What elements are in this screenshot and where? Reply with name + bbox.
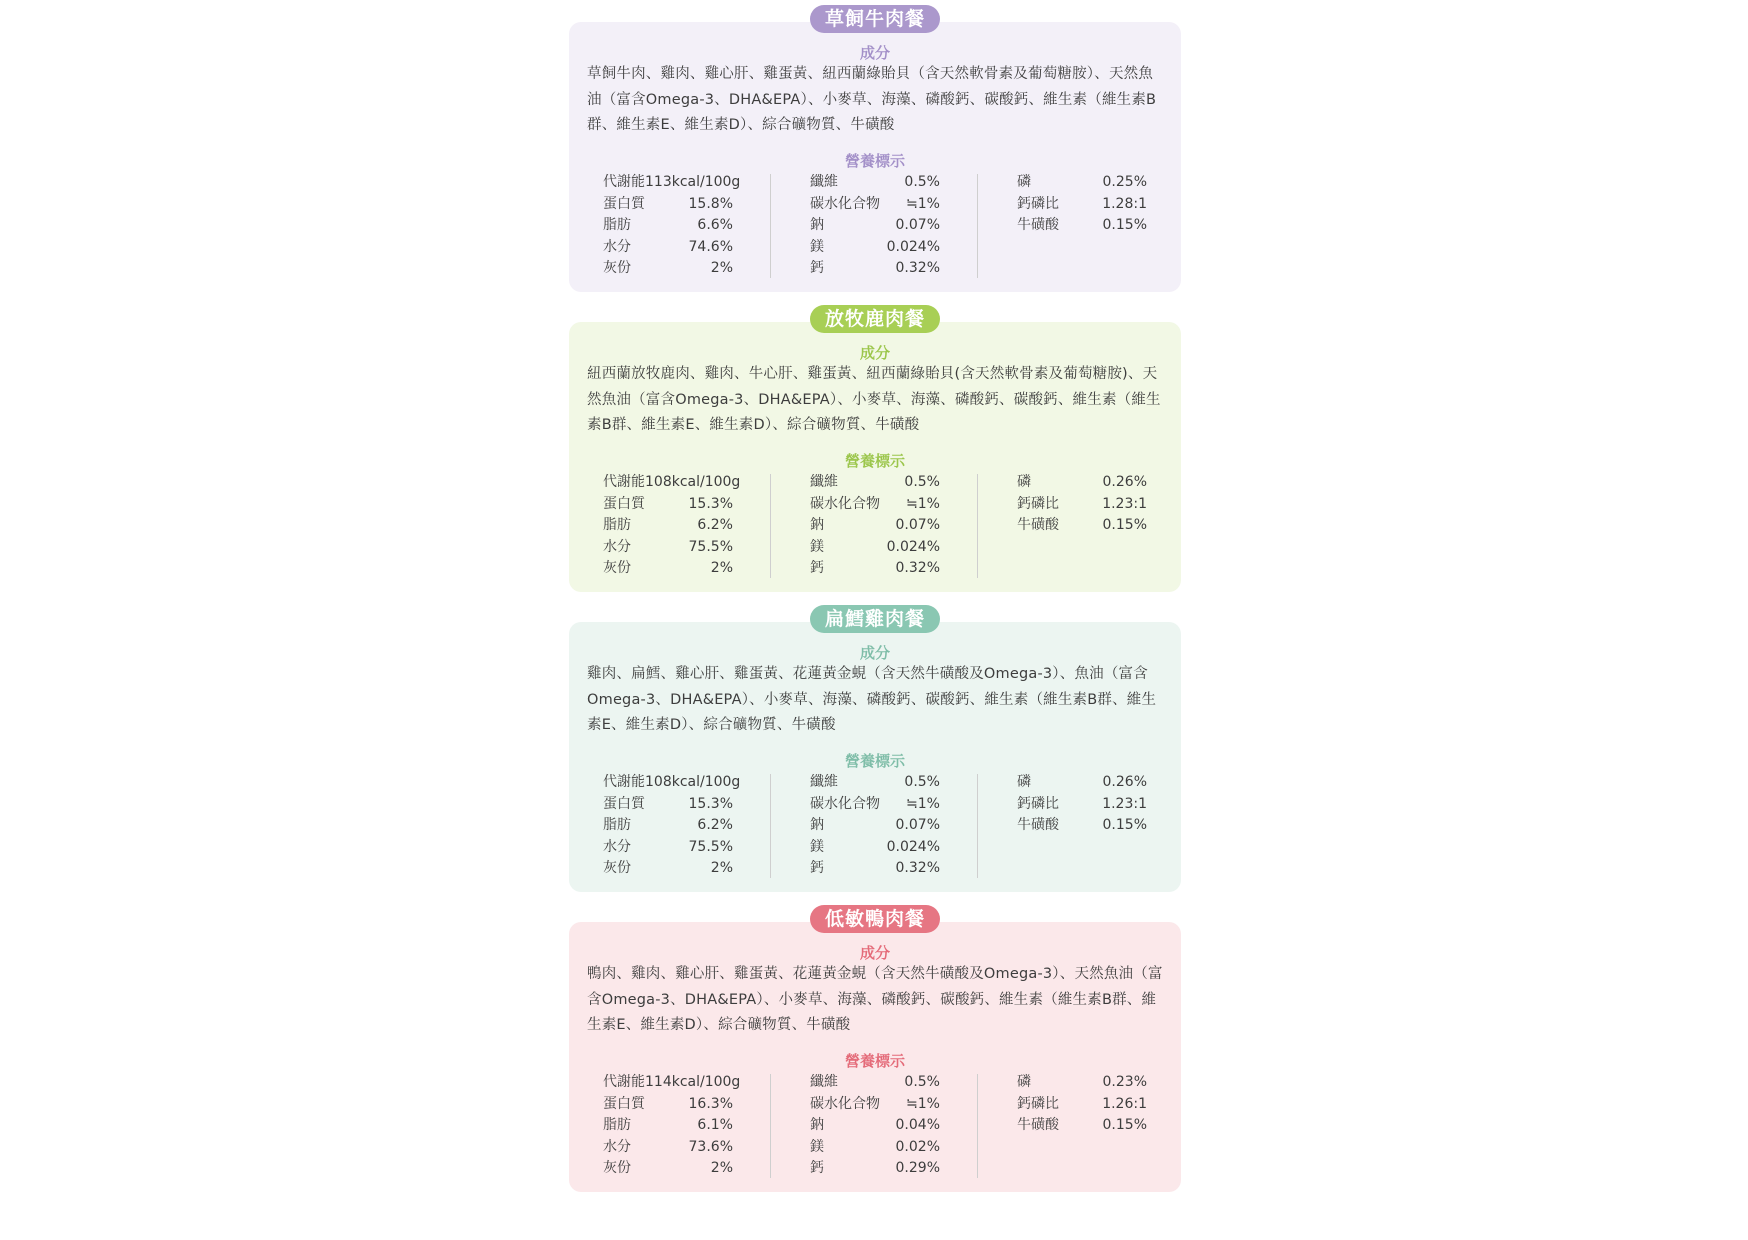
- nutrient-value: 0.024%: [886, 838, 940, 855]
- nutrient-value: 15.8%: [688, 195, 733, 212]
- nutrient-value: 2%: [710, 560, 733, 577]
- nutrition-row: [1017, 815, 1147, 837]
- nutrition-row: [810, 194, 940, 216]
- ingredients-title: 成分: [859, 644, 890, 662]
- nutrition-row: [810, 858, 940, 880]
- nutrition-row: [810, 772, 940, 794]
- nutrition-row: [1017, 515, 1147, 537]
- nutrition-row: [810, 172, 940, 194]
- column-divider: [977, 174, 978, 278]
- nutrient-value: 73.6%: [688, 1138, 733, 1155]
- nutrient-name: 牛磺酸: [1017, 517, 1059, 534]
- nutrient-value: 0.07%: [895, 817, 940, 834]
- ingredients-text: 鴨肉、雞肉、雞心肝、雞蛋黃、花蓮黃金蜆（含天然牛磺酸及Omega-3）、天然魚油（富含Omega-3、DHA&EPA）、小麥草、海藻、磷酸鈣、碳酸鈣、維生素（維生素B群、維生素E、維生素D）、綜合礦物質、牛磺酸: [587, 966, 1163, 1033]
- nutrient-name: 水分: [603, 238, 631, 255]
- nutrient-name: 纖維: [810, 474, 838, 490]
- nutrition-table: [569, 772, 1181, 882]
- nutrition-row: [603, 258, 733, 280]
- nutrient-value: 75.5%: [688, 838, 733, 855]
- nutrient-value: 0.07%: [895, 517, 940, 534]
- nutrient-name: 水分: [603, 538, 631, 555]
- nutrition-row: [603, 494, 733, 516]
- nutrition-col-2: [810, 172, 940, 280]
- nutrition-row: [603, 215, 733, 237]
- nutrient-name: 磷: [1017, 174, 1031, 190]
- nutrition-row: [603, 558, 733, 580]
- nutrient-name: 脂肪: [603, 1117, 631, 1134]
- product-card-beef: [569, 22, 1181, 292]
- nutrient-name: 鈣: [810, 860, 824, 877]
- ingredients-title: 成分: [859, 944, 890, 962]
- nutrient-name: 牛磺酸: [1017, 817, 1059, 834]
- nutrient-name: 鎂: [810, 538, 824, 555]
- nutrient-value: 0.024%: [886, 238, 940, 255]
- nutrition-row: [810, 815, 940, 837]
- nutrition-row: [810, 1072, 940, 1094]
- nutrient-value: 6.6%: [697, 217, 733, 234]
- nutrition-row: [1017, 472, 1147, 494]
- nutrition-row: [810, 494, 940, 516]
- nutrient-value: 0.024%: [886, 538, 940, 555]
- column-divider: [977, 474, 978, 578]
- nutrient-value: 6.2%: [697, 517, 733, 534]
- nutrient-value: 0.5%: [904, 774, 940, 790]
- nutrition-table: [569, 472, 1181, 582]
- ingredients-text: 紐西蘭放牧鹿肉、雞肉、牛心肝、雞蛋黃、紐西蘭綠貽貝(含天然軟骨素及葡萄糖胺)、天然魚油（富含Omega-3、DHA&EPA）、小麥草、海藻、磷酸鈣、碳酸鈣、維生素（維生素B群、維生素E、維生素D）、綜合礦物質、牛磺酸: [587, 366, 1161, 433]
- nutrient-value: ≒1%: [906, 195, 940, 212]
- nutrient-name: 脂肪: [603, 217, 631, 234]
- nutrient-value: ≒1%: [906, 495, 940, 512]
- nutrition-row: [603, 537, 733, 559]
- nutrition-row: [603, 194, 733, 216]
- product-card-venison: [569, 322, 1181, 592]
- nutrient-value: 0.07%: [895, 217, 940, 234]
- ingredients-text: 雞肉、扁鱈、雞心肝、雞蛋黃、花蓮黃金蜆（含天然牛磺酸及Omega-3）、魚油（富含Omega-3、DHA&EPA）、小麥草、海藻、磷酸鈣、碳酸鈣、維生素（維生素B群、維生素E、維生素D）、綜合礦物質、牛磺酸: [587, 666, 1157, 733]
- nutrient-name: 代謝能108kcal/100g: [603, 474, 741, 490]
- nutrition-row: [810, 237, 940, 259]
- nutrient-value: 1.23:1: [1102, 495, 1147, 512]
- nutrition-col-2: [810, 1072, 940, 1180]
- nutrient-name: 代謝能113kcal/100g: [603, 174, 741, 190]
- nutrient-name: 灰份: [603, 560, 631, 577]
- nutrition-col-1: [603, 472, 741, 580]
- nutrient-name: 鈣磷比: [1017, 495, 1059, 512]
- nutrient-value: 0.32%: [895, 260, 940, 277]
- nutrition-row: [810, 1094, 940, 1116]
- nutrition-title: 營養標示: [844, 152, 905, 170]
- nutrition-row: [810, 794, 940, 816]
- nutrient-name: 蛋白質: [603, 495, 645, 512]
- nutrient-name: 鈣: [810, 260, 824, 277]
- nutrition-row: [810, 515, 940, 537]
- nutrition-col-1: [603, 172, 741, 280]
- nutrient-name: 代謝能108kcal/100g: [603, 774, 741, 790]
- nutrient-value: ≒1%: [906, 1095, 940, 1112]
- nutrient-value: 0.32%: [895, 860, 940, 877]
- nutrition-row: [810, 837, 940, 859]
- nutrient-name: 碳水化合物: [810, 195, 880, 212]
- column-divider: [770, 1074, 771, 1178]
- nutrient-name: 磷: [1017, 774, 1031, 790]
- nutrition-col-3: [1017, 172, 1147, 237]
- nutrient-value: 16.3%: [688, 1095, 733, 1112]
- nutrition-row: [1017, 1115, 1147, 1137]
- nutrient-name: 蛋白質: [603, 1095, 645, 1112]
- nutrient-name: 磷: [1017, 474, 1031, 490]
- nutrition-row: [603, 515, 733, 537]
- nutrient-name: 鎂: [810, 238, 824, 255]
- nutrition-row: [1017, 794, 1147, 816]
- nutrition-row: [603, 815, 733, 837]
- nutrient-name: 碳水化合物: [810, 1095, 880, 1112]
- product-name-pill: 草飼牛肉餐: [810, 5, 940, 33]
- nutrient-name: 牛磺酸: [1017, 1117, 1059, 1134]
- nutrient-value: 0.26%: [1102, 474, 1147, 490]
- nutrient-value: 15.3%: [688, 795, 733, 812]
- nutrient-name: 鈣磷比: [1017, 1095, 1059, 1112]
- nutrient-name: 纖維: [810, 1074, 838, 1090]
- nutrient-value: 1.28:1: [1102, 195, 1147, 212]
- nutrient-name: 鈣: [810, 1160, 824, 1177]
- nutrition-row: [603, 837, 733, 859]
- column-divider: [770, 474, 771, 578]
- nutrient-value: 6.1%: [697, 1117, 733, 1134]
- nutrient-name: 蛋白質: [603, 195, 645, 212]
- nutrition-row: [1017, 494, 1147, 516]
- nutrient-name: 纖維: [810, 774, 838, 790]
- nutrient-value: 1.23:1: [1102, 795, 1147, 812]
- column-divider: [977, 774, 978, 878]
- nutrient-name: 蛋白質: [603, 795, 645, 812]
- ingredients-title: 成分: [859, 44, 890, 62]
- nutrient-name: 灰份: [603, 1160, 631, 1177]
- ingredients-text: 草飼牛肉、雞肉、雞心肝、雞蛋黃、紐西蘭綠貽貝（含天然軟骨素及葡萄糖胺）、天然魚油（富含Omega-3、DHA&EPA）、小麥草、海藻、磷酸鈣、碳酸鈣、維生素（維生素B群、維生素E、維生素D）、綜合礦物質、牛磺酸: [587, 66, 1157, 133]
- nutrient-name: 鎂: [810, 838, 824, 855]
- nutrient-value: 0.15%: [1102, 1117, 1147, 1134]
- nutrient-value: ≒1%: [906, 795, 940, 812]
- nutrition-row: [603, 172, 741, 194]
- product-name-pill: 扁鱈雞肉餐: [810, 605, 940, 633]
- nutrient-name: 碳水化合物: [810, 795, 880, 812]
- nutrition-row: [1017, 194, 1147, 216]
- nutrition-col-1: [603, 772, 741, 880]
- nutrition-table: [569, 1072, 1181, 1182]
- nutrient-value: 0.15%: [1102, 817, 1147, 834]
- nutrient-value: 74.6%: [688, 238, 733, 255]
- nutrient-name: 水分: [603, 838, 631, 855]
- nutrient-name: 碳水化合物: [810, 495, 880, 512]
- nutrient-name: 鈉: [810, 817, 824, 834]
- nutrient-name: 鈉: [810, 1117, 824, 1134]
- nutrition-row: [810, 1158, 940, 1180]
- nutrition-row: [1017, 215, 1147, 237]
- nutrition-row: [603, 472, 741, 494]
- nutrient-value: 0.15%: [1102, 517, 1147, 534]
- nutrition-row: [603, 1158, 733, 1180]
- nutrition-row: [603, 1094, 733, 1116]
- nutrient-name: 灰份: [603, 860, 631, 877]
- nutrition-row: [1017, 172, 1147, 194]
- ingredients-title: 成分: [859, 344, 890, 362]
- nutrient-value: 0.5%: [904, 474, 940, 490]
- nutrient-value: 0.5%: [904, 1074, 940, 1090]
- nutrition-row: [810, 258, 940, 280]
- nutrient-name: 鈣磷比: [1017, 195, 1059, 212]
- nutrition-row: [1017, 772, 1147, 794]
- nutrient-name: 代謝能114kcal/100g: [603, 1074, 741, 1090]
- nutrient-value: 6.2%: [697, 817, 733, 834]
- nutrient-name: 牛磺酸: [1017, 217, 1059, 234]
- nutrient-name: 磷: [1017, 1074, 1031, 1090]
- nutrition-row: [603, 772, 741, 794]
- nutrition-row: [603, 1115, 733, 1137]
- nutrient-value: 0.15%: [1102, 217, 1147, 234]
- nutrition-row: [810, 472, 940, 494]
- nutrient-name: 鈉: [810, 517, 824, 534]
- column-divider: [770, 174, 771, 278]
- nutrition-row: [810, 1137, 940, 1159]
- nutrition-row: [603, 794, 733, 816]
- nutrient-name: 脂肪: [603, 517, 631, 534]
- nutrient-name: 鎂: [810, 1138, 824, 1155]
- product-card-duck: [569, 922, 1181, 1192]
- nutrient-value: 0.25%: [1102, 174, 1147, 190]
- nutrition-row: [603, 858, 733, 880]
- nutrition-row: [1017, 1094, 1147, 1116]
- nutrient-value: 2%: [710, 260, 733, 277]
- nutrition-title: 營養標示: [844, 752, 905, 770]
- nutrient-value: 0.04%: [895, 1117, 940, 1134]
- nutrition-row: [603, 237, 733, 259]
- nutrient-value: 0.02%: [895, 1138, 940, 1155]
- nutrient-value: 75.5%: [688, 538, 733, 555]
- nutrition-row: [1017, 1072, 1147, 1094]
- nutrition-row: [810, 215, 940, 237]
- nutrient-value: 2%: [710, 860, 733, 877]
- column-divider: [977, 1074, 978, 1178]
- product-card-halibut-chicken: [569, 622, 1181, 892]
- nutrition-title: 營養標示: [844, 452, 905, 470]
- nutrient-name: 灰份: [603, 260, 631, 277]
- nutrient-value: 0.26%: [1102, 774, 1147, 790]
- nutrition-col-2: [810, 772, 940, 880]
- nutrient-value: 0.5%: [904, 174, 940, 190]
- nutrient-value: 0.23%: [1102, 1074, 1147, 1090]
- nutrition-col-3: [1017, 1072, 1147, 1137]
- nutrition-row: [603, 1137, 733, 1159]
- nutrient-name: 脂肪: [603, 817, 631, 834]
- nutrition-col-1: [603, 1072, 741, 1180]
- nutrition-title: 營養標示: [844, 1052, 905, 1070]
- nutrient-name: 鈣磷比: [1017, 795, 1059, 812]
- nutrition-row: [810, 558, 940, 580]
- nutrition-row: [810, 537, 940, 559]
- nutrition-col-3: [1017, 772, 1147, 837]
- product-name-pill: 放牧鹿肉餐: [810, 305, 940, 333]
- nutrient-value: 0.29%: [895, 1160, 940, 1177]
- nutrient-name: 水分: [603, 1138, 631, 1155]
- nutrition-col-3: [1017, 472, 1147, 537]
- nutrient-name: 鈣: [810, 560, 824, 577]
- nutrient-value: 1.26:1: [1102, 1095, 1147, 1112]
- nutrient-name: 纖維: [810, 174, 838, 190]
- nutrient-value: 0.32%: [895, 560, 940, 577]
- column-divider: [770, 774, 771, 878]
- nutrition-table: [569, 172, 1181, 282]
- nutrition-row: [810, 1115, 940, 1137]
- nutrition-row: [603, 1072, 741, 1094]
- nutrient-value: 15.3%: [688, 495, 733, 512]
- nutrient-name: 鈉: [810, 217, 824, 234]
- nutrition-col-2: [810, 472, 940, 580]
- product-name-pill: 低敏鴨肉餐: [810, 905, 940, 933]
- nutrient-value: 2%: [710, 1160, 733, 1177]
